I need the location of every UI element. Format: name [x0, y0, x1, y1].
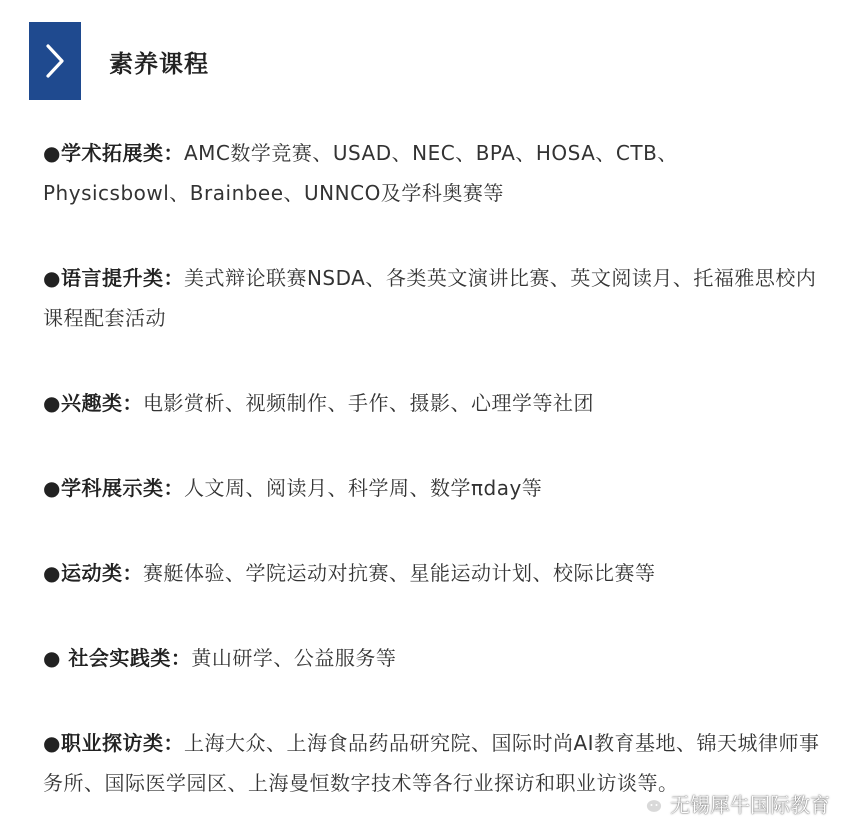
item-label: ●学术拓展类：	[43, 141, 184, 165]
chevron-right-icon	[44, 43, 66, 79]
item-text: AMC数学竞赛、USAD、NEC、BPA、HOSA、CTB、Physicsbowl、Brainbee、UNNCO及学科奥赛等	[43, 141, 678, 205]
list-item-interest	[43, 383, 823, 423]
item-text: 人文周、阅读月、科学周、数学πday等	[183, 476, 543, 500]
watermark	[634, 789, 830, 818]
watermark-text: 无锡犀牛国际教育	[670, 793, 830, 817]
list-item-social-practice	[43, 638, 823, 678]
item-label: ●兴趣类：	[43, 391, 143, 415]
item-text: 电影赏析、视频制作、手作、摄影、心理学等社团	[142, 391, 594, 415]
list-item-sports	[43, 553, 823, 593]
course-list	[43, 133, 823, 803]
item-label: ●职业探访类：	[43, 731, 184, 755]
item-label: ● 社会实践类：	[43, 646, 192, 670]
item-label: ●学科展示类：	[43, 476, 184, 500]
wechat-icon	[634, 792, 664, 816]
item-text: 美式辩论联赛NSDA、各类英文演讲比赛、英文阅读月、托福雅思校内课程配套活动	[43, 266, 817, 330]
section-header	[29, 22, 209, 100]
list-item-language	[43, 258, 823, 338]
item-text: 赛艇体验、学院运动对抗赛、星能运动计划、校际比赛等	[142, 561, 656, 585]
header-accent-box	[29, 22, 81, 100]
section-title: 素养课程	[109, 49, 209, 78]
item-label: ●语言提升类：	[43, 266, 184, 290]
list-item-subject-showcase	[43, 468, 823, 508]
item-text: 黄山研学、公益服务等	[191, 646, 397, 670]
item-label: ●运动类：	[43, 561, 143, 585]
list-item-academic	[43, 133, 823, 213]
item-text: 上海大众、上海食品药品研究院、国际时尚AI教育基地、锦天城律师事务所、国际医学园区、上海曼恒数字技术等各行业探访和职业访谈等。	[43, 731, 820, 795]
